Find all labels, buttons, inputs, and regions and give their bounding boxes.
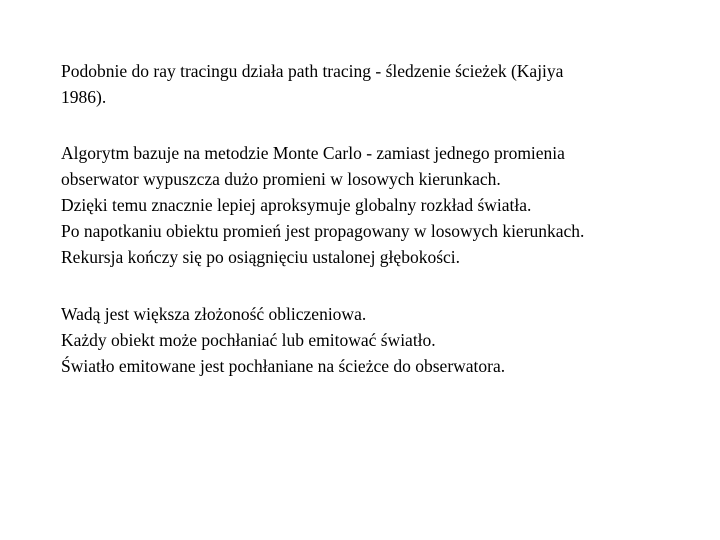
- text-line: Dzięki temu znacznie lepiej aproksymuje globalny rozkład światła.: [61, 195, 532, 215]
- text-line: Rekursja kończy się po osiągnięciu ustalonej głębokości.: [61, 247, 461, 267]
- paragraph-drawbacks: [61, 301, 681, 379]
- text-line: 1986).: [61, 87, 107, 107]
- text-line: Podobnie do ray tracingu działa path tracing - śledzenie ścieżek (Kajiya: [61, 61, 564, 81]
- text-line: obserwator wypuszcza dużo promieni w losowych kierunkach.: [61, 169, 501, 189]
- paragraph-path-tracing-intro: [61, 58, 681, 110]
- text-line: Światło emitowane jest pochłaniane na ścieżce do obserwatora.: [61, 356, 506, 376]
- text-line: Wadą jest większa złożoność obliczeniowa.: [61, 304, 367, 324]
- text-line: Po napotkaniu obiektu promień jest propagowany w losowych kierunkach.: [61, 221, 585, 241]
- text-line: Każdy obiekt może pochłaniać lub emitować światło.: [61, 330, 436, 350]
- text-line: Algorytm bazuje na metodzie Monte Carlo - zamiast jednego promienia: [61, 143, 565, 163]
- paragraph-monte-carlo: [61, 140, 681, 270]
